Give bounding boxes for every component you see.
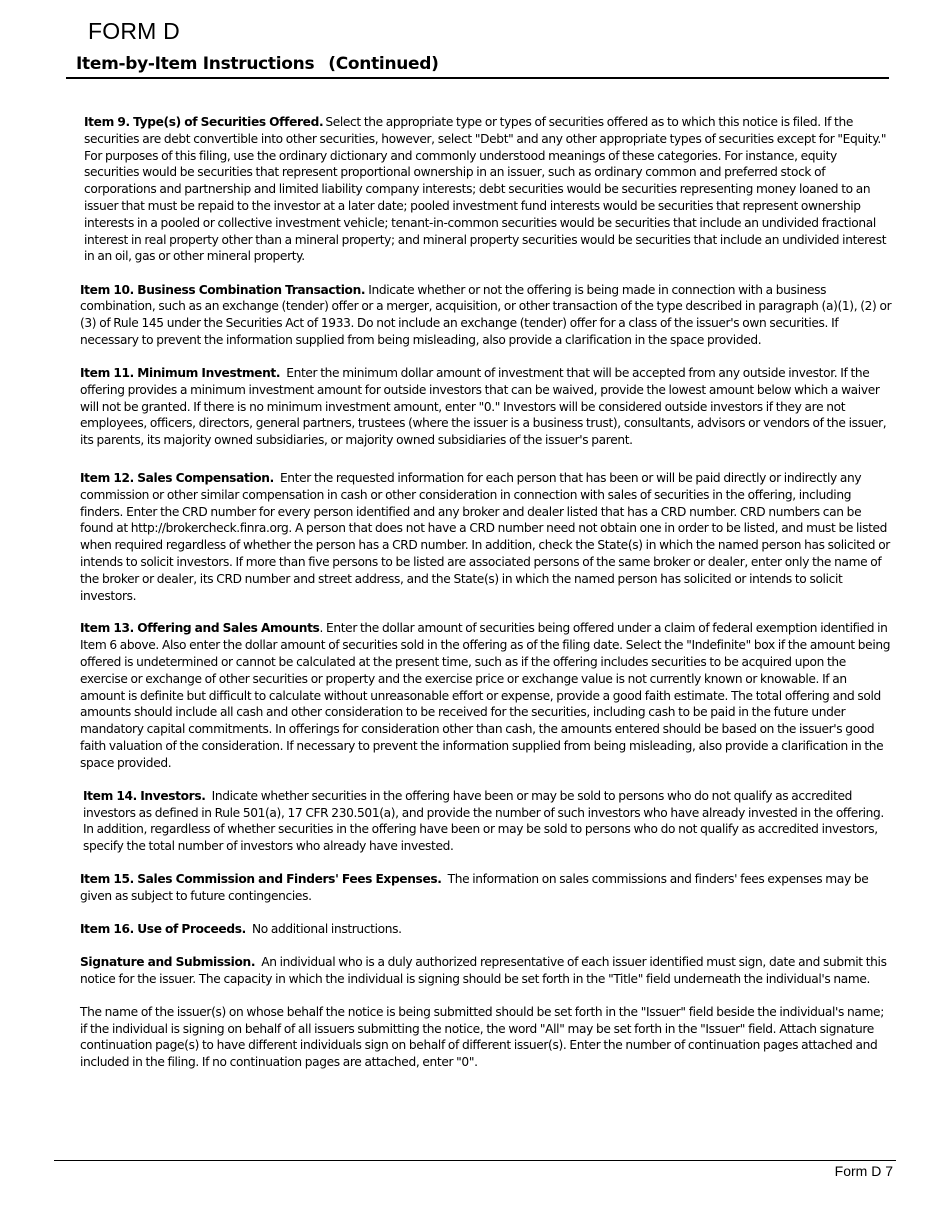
signature-paragraph <box>80 954 892 988</box>
item-15-text: The information on sales commissions and finders' fees expenses may be given as subject to future contingencies. <box>80 872 869 904</box>
item-10-paragraph <box>80 282 892 349</box>
item-9-heading: Item 9. Type(s) of Securities Offered. <box>84 115 324 129</box>
page-label: Form D 7 <box>834 1163 893 1179</box>
item-12-paragraph <box>80 470 892 604</box>
issuer-name-paragraph <box>80 1004 892 1071</box>
item-12-heading: Item 12. Sales Compensation. <box>80 470 274 485</box>
footer-divider <box>54 1160 896 1161</box>
issuer-name-text: The name of the issuer(s) on whose behalf the notice is being submitted should be set forth in the "Issuer" field beside the individual's name; if the individual is signing on behalf of all issuers submitting the notice, the word "All" may be set forth in the "Issuer" field. Attach signature continuation page(s) to have different individuals sign on behalf of different issuer(s). Enter the number of continuation pages attached and included in the filing. If no continuation pages are attached, enter "0". <box>80 1004 884 1070</box>
item-16-heading: Item 16. Use of Proceeds. <box>80 922 246 936</box>
form-title: FORM D <box>88 18 180 44</box>
item-10-text: Indicate whether or not the offering is being made in connection with a business combination, such as an exchange (tender) offer or a merger, acquisition, or other transaction of the type described in paragraph (a)(1), (2) or (3) of Rule 145 under the Securities Act of 1933. Do not include an exchange (tender) offer for a class of the issuer's own securities. If necessary to prevent the information supplied from being misleading, also provide a clarification in the space provided. <box>80 282 892 347</box>
item-9-text: Select the appropriate type or types of securities offered as to which this notice is filed. If the securities are debt convertible into other securities, however, select "Debt" and any other appropriate types of securities except for "Equity." For purposes of this filing, use the ordinary dictionary and commonly understood meanings of these categories. For instance, equity securities would be securities that represent proportional ownership in an issuer, such as ordinary common and preferred stock of corporations and partnership and limited liability company interests; debt securities would be securities representing money loaned to an issuer that must be repaid to the investor at a later date; pooled investment fund interests would be securities that represent ownership interests in a pooled or collective investment vehicle; tenant-in-common securities would be securities that include an undivided fractional interest in real property other than a mineral property; and mineral property securities would be securities that include an undivided interest in an oil, gas or other mineral property. <box>84 115 887 264</box>
item-10-heading: Item 10. Business Combination Transaction. <box>80 282 366 297</box>
item-12-text: Enter the requested information for each person that has been or will be paid directly or indirectly any commission or other similar compensation in cash or other consideration in connection with sales of securities in the offering, including finders. Enter the CRD number for every person identified and any broker and dealer listed that has a CRD number. CRD numbers can be found at http://brokercheck.finra.org. A person that does not have a CRD number need not obtain one in order to be listed, and must be listed when required regardless of whether the person has a CRD number. In addition, check the State(s) in which the named person has solicited or intends to solicit investors. If more than five persons to be listed are associated persons of the same broker or dealer, enter only the name of the broker or dealer, its CRD number and street address, and the State(s) in which the named person has solicited or intends to solicit investors. <box>80 470 890 603</box>
section-title-continued: (Continued) <box>328 54 439 74</box>
item-15-heading: Item 15. Sales Commission and Finders' Fees Expenses. <box>80 872 442 887</box>
item-13-text: . Enter the dollar amount of securities being offered under a claim of federal exemption identified in Item 6 above. Also enter the dollar amount of securities sold in the offering as of the filing date. Select the "Indefinite" box if the amount being offered is undetermined or cannot be calculated at the present time, such as if the offering includes securities to be acquired upon the exercise or exchange of other securities or property and the exercise price or exchange value is not currently known or knowable. If an amount is definite but difficult to calculate without unreasonable effort or expense, provide a good faith estimate. The total offering and sold amounts should include all cash and other consideration to be received for the securities, including cash to be paid in the future under mandatory capital commitments. In offerings for consideration other than cash, the amounts entered should be based on the issuer's good faith valuation of the consideration. If necessary to prevent the information supplied from being misleading, also provide a clarification in the space provided. <box>80 621 891 770</box>
instructions-body <box>80 114 892 1087</box>
item-16-text: No additional instructions. <box>251 922 402 936</box>
item-14-paragraph <box>80 788 892 855</box>
item-14-text: Indicate whether securities in the offering have been or may be sold to persons who do not qualify as accredited investors as defined in Rule 501(a), 17 CFR 230.501(a), and provide the number of such investors who have already invested in the offering. In addition, regardless of whether securities in the offering have been or may be sold to persons who do not qualify as accredited investors, specify the total number of investors who already have invested. <box>83 788 884 854</box>
item-11-heading: Item 11. Minimum Investment. <box>80 365 281 380</box>
item-15-paragraph <box>80 871 892 905</box>
item-13-paragraph <box>80 620 892 771</box>
item-11-text: Enter the minimum dollar amount of investment that will be accepted from any outside investor. If the offering provides a minimum investment amount for outside investors that can be waived, provide the lowest amount below which a waiver will not be granted. If there is no minimum investment amount, enter "0." Investors will be considered outside investors if they are not employees, officers, directors, general partners, trustees (where the issuer is a business trust), consultants, advisors or vendors of the issuer, its parents, its majority owned subsidiaries, or majority owned subsidiaries of the issuer's parent. <box>80 365 887 448</box>
signature-heading: Signature and Submission. <box>80 954 256 969</box>
item-13-heading: Item 13. Offering and Sales Amounts <box>80 621 320 636</box>
item-16-paragraph <box>80 921 892 938</box>
section-title <box>76 54 439 74</box>
section-title-text: Item-by-Item Instructions <box>76 54 315 74</box>
item-14-heading: Item 14. Investors. <box>83 788 206 803</box>
item-9-paragraph <box>80 114 892 265</box>
item-11-paragraph <box>80 365 892 449</box>
header-divider <box>66 77 889 79</box>
signature-text: An individual who is a duly authorized representative of each issuer identified must sign, date and submit this notice for the issuer. The capacity in which the individual is signing should be set forth in the "Title" field underneath the individual's name. <box>80 954 887 986</box>
